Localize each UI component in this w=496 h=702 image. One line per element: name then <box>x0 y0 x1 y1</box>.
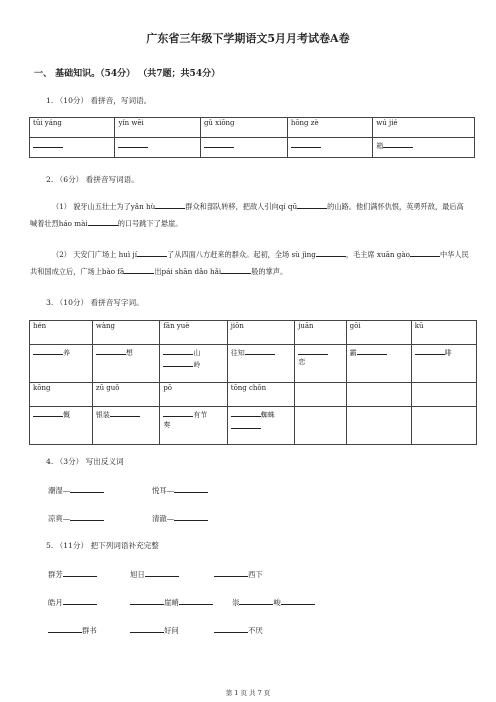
blank[interactable] <box>383 139 413 148</box>
q3-empty <box>346 383 411 407</box>
blank[interactable] <box>298 346 328 355</box>
q1-pinyin-1: tūi yáng <box>30 118 115 138</box>
blank[interactable] <box>33 139 63 148</box>
q4-item: 清澈— <box>152 512 208 524</box>
q4-item: 凉爽— <box>48 512 104 524</box>
q3-cell[interactable]: 想 <box>92 345 159 383</box>
blank[interactable] <box>174 484 208 493</box>
blank[interactable] <box>155 200 185 209</box>
blank[interactable] <box>357 346 387 355</box>
q3-empty <box>411 383 476 407</box>
blank[interactable] <box>110 408 140 417</box>
q1-answer-5[interactable] <box>373 138 475 158</box>
question-5-label: 5. （11分） 把下列词语补充完整 <box>46 541 159 550</box>
q3-empty <box>295 383 346 407</box>
blank[interactable] <box>163 408 193 417</box>
q1-answer-3[interactable] <box>200 138 287 158</box>
q1-answer-4[interactable] <box>287 138 372 158</box>
blank[interactable] <box>297 200 327 209</box>
blank[interactable] <box>174 512 208 521</box>
q3-pinyin: gōi <box>346 321 411 345</box>
q3-empty <box>295 407 346 445</box>
q3-pinyin: wàng <box>92 321 159 345</box>
blank[interactable] <box>96 346 126 355</box>
q3-cell[interactable]: 银装 <box>92 407 159 445</box>
blank[interactable] <box>33 408 63 417</box>
blank[interactable] <box>70 484 104 493</box>
q5-item: 好问 <box>130 624 179 636</box>
q1-pinyin-4: hōng zè <box>287 118 372 138</box>
blank[interactable] <box>70 512 104 521</box>
page-title: 广东省三年级下学期语文5月月考试卷A卷 <box>146 32 350 45</box>
q3-empty <box>346 407 411 445</box>
q5-item: 旭日 <box>130 568 179 580</box>
q3-pinyin: pō <box>160 383 227 407</box>
blank[interactable] <box>145 568 179 577</box>
blank[interactable] <box>410 248 440 257</box>
q1-answer-1[interactable] <box>30 138 115 158</box>
blank[interactable] <box>239 596 273 605</box>
q5-item: 崇 峻 <box>232 596 315 608</box>
q3-pinyin: juān <box>295 321 346 345</box>
blank[interactable] <box>137 248 167 257</box>
blank[interactable] <box>33 346 63 355</box>
question-1-label: 1. （10分） 看拼音，写词语。 <box>46 96 152 105</box>
blank[interactable] <box>63 568 97 577</box>
question-2-label: 2. （6分） 看拼音写词语。 <box>46 175 139 184</box>
blank[interactable] <box>163 346 193 355</box>
blank[interactable] <box>316 248 346 257</box>
q2-paragraph-1: （1） 貌牙山五壮士为了yǎn hù 群众和部队转移，把敌人引向qí qū 的山路。他们满怀仇恨，英勇歼敌，最后高喊着壮烈háo mài 的口号跳下了悬崖。 <box>30 202 464 228</box>
blank[interactable] <box>221 265 251 274</box>
q3-cell[interactable]: 有节 奏 <box>160 407 227 445</box>
q2-paragraph-2: （2） 天安门广场上 huì jí 了从四面八方赶来的群众。起初，全场 sù jìng ，毛主席 xuān gào 中华人民共和国成立后，广场上bào fā 出pái shān dǎo hǎi 般的掌声。 <box>30 250 469 276</box>
blank[interactable] <box>231 420 261 429</box>
q5-item: 崖峭 <box>130 596 213 608</box>
q1-pinyin-3: gǔ xiōng <box>200 118 287 138</box>
q3-pinyin: kū <box>411 321 476 345</box>
q1-pinyin-2: yín wēi <box>115 118 200 138</box>
blank[interactable] <box>214 568 248 577</box>
blank[interactable] <box>231 408 261 417</box>
q3-table <box>29 320 477 445</box>
q5-item: 群芳 <box>48 568 97 580</box>
q3-cell[interactable]: 蜘蛛 <box>227 407 294 445</box>
q3-pinyin: tōng chǒn <box>227 383 294 407</box>
blank[interactable] <box>214 624 248 633</box>
blank[interactable] <box>118 139 148 148</box>
blank[interactable] <box>163 358 193 367</box>
q3-cell[interactable]: 霸 <box>346 345 411 383</box>
blank[interactable] <box>130 624 164 633</box>
prefix-char: 箱 <box>376 142 384 150</box>
q5-item: 群书 <box>48 624 97 636</box>
blank[interactable] <box>281 596 315 605</box>
q3-cell[interactable]: 慨 <box>30 407 93 445</box>
blank[interactable] <box>88 217 118 226</box>
q1-table <box>29 117 475 158</box>
blank[interactable] <box>124 265 154 274</box>
q3-cell[interactable]: 恋 <box>295 345 346 383</box>
q3-empty <box>411 407 476 445</box>
q1-pinyin-5: wú jié <box>373 118 475 138</box>
q3-cell[interactable]: 啡 <box>411 345 476 383</box>
q5-item: 不厌 <box>214 624 263 636</box>
q4-item: 潮湿— <box>48 484 104 496</box>
blank[interactable] <box>291 139 321 148</box>
q3-pinyin: kōng <box>30 383 93 407</box>
blank[interactable] <box>48 624 82 633</box>
q3-pinyin: zū guǒ <box>92 383 159 407</box>
blank[interactable] <box>179 596 213 605</box>
q5-item: 西下 <box>214 568 263 580</box>
blank[interactable] <box>130 596 164 605</box>
blank[interactable] <box>245 346 275 355</box>
section-heading: 一、 基础知识。（54分） （共7题；共54分） <box>34 69 221 79</box>
q3-cell[interactable]: 往知 <box>227 345 294 383</box>
q4-item: 悦耳— <box>152 484 208 496</box>
question-3-label: 3. （10分） 看拼音写字词。 <box>46 298 144 307</box>
blank[interactable] <box>204 139 234 148</box>
blank[interactable] <box>415 346 445 355</box>
q3-pinyin: jiōn <box>227 321 294 345</box>
q3-cell[interactable]: 养 <box>30 345 93 383</box>
blank[interactable] <box>63 596 97 605</box>
page-footer: 第 1 页 共 7 页 <box>225 689 271 697</box>
question-4-label: 4. （3分） 写出反义词 <box>46 457 124 466</box>
q1-answer-2[interactable] <box>115 138 200 158</box>
q3-pinyin: hén <box>30 321 93 345</box>
q5-item: 皓月 <box>48 596 97 608</box>
q3-cell[interactable]: 山 岭 <box>160 345 227 383</box>
q3-pinyin: fān yuè <box>160 321 227 345</box>
